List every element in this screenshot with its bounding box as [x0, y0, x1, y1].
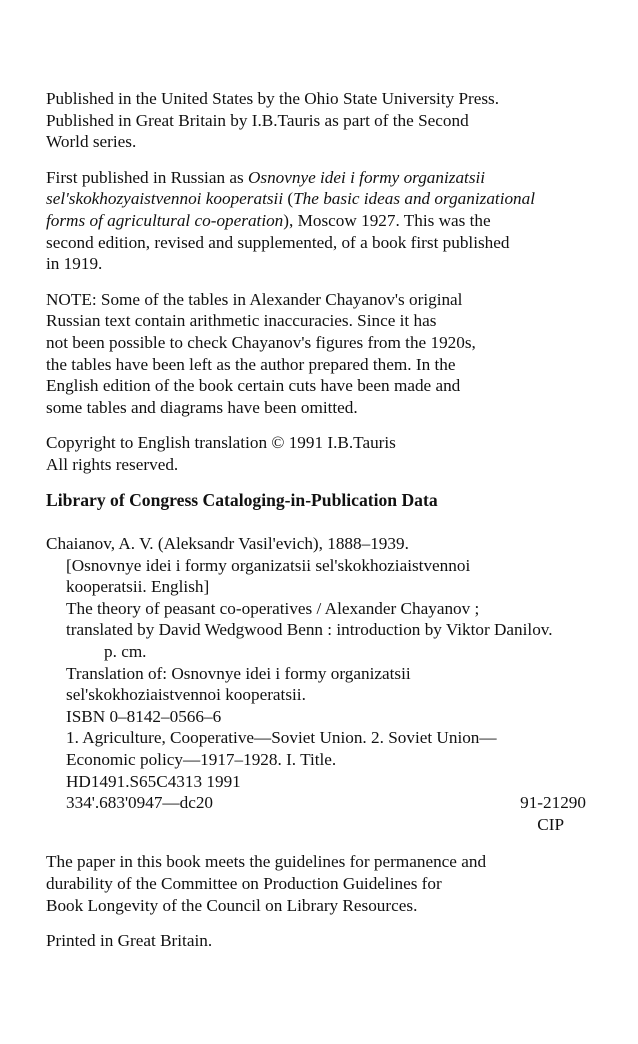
cip-physical: p. cm.	[104, 642, 147, 662]
cip-call-number: HD1491.S65C4313 1991	[66, 771, 241, 791]
text-line: durability of the Committee on Production Guidelines for	[46, 874, 442, 893]
text-span: (	[283, 189, 294, 209]
text-line: World series.	[46, 132, 137, 152]
text-line	[46, 167, 594, 189]
text-line: not been possible to check Chayanov's figures from the 1920s,	[46, 332, 476, 352]
text-line: the tables have been left as the author prepared them. In the	[46, 354, 456, 374]
text-line: in 1919.	[46, 254, 103, 274]
cip-classification-row	[46, 792, 594, 814]
text-line: Book Longevity of the Council on Library Resources.	[46, 895, 418, 915]
copyright-paragraph	[46, 432, 594, 475]
text-line: some tables and diagrams have been omitted.	[46, 397, 358, 417]
text-line: Published in the United States by the Ohio State University Press.	[46, 89, 500, 108]
text-line: second edition, revised and supplemented, of a book first published	[46, 232, 510, 252]
cip-block	[46, 533, 594, 835]
text-line: The paper in this book meets the guidelines for permanence and	[46, 852, 487, 872]
cip-dewey: 334'.683'0947—dc20	[66, 793, 214, 813]
first-published-paragraph	[46, 167, 594, 275]
text-line: Copyright to English translation © 1991 I.B.Tauris	[46, 433, 396, 453]
cip-heading: Library of Congress Cataloging-in-Publication Data	[46, 489, 438, 510]
text-line	[46, 188, 594, 210]
text-line: All rights reserved.	[46, 454, 179, 474]
cip-title: The theory of peasant co-operatives / Alexander Chayanov ;	[66, 598, 480, 618]
cip-label: CIP	[537, 814, 564, 834]
cip-uniform-title: [Osnovnye idei i formy organizatsii sel'skokhoziaistvennoi	[66, 555, 471, 575]
cip-subjects: Economic policy—1917–1928. I. Title.	[66, 750, 337, 770]
text-line: Printed in Great Britain.	[46, 931, 213, 951]
cip-author: Chaianov, A. V. (Aleksandr Vasil'evich), 1888–1939.	[46, 534, 409, 554]
cip-uniform-title: kooperatsii. English]	[66, 577, 210, 597]
cip-isbn: ISBN 0–8142–0566–6	[66, 706, 222, 726]
text-line: NOTE: Some of the tables in Alexander Chayanov's original	[46, 289, 463, 309]
publishing-paragraph	[46, 88, 594, 153]
cip-lccn: 91-21290	[520, 793, 586, 813]
printed-paragraph	[46, 930, 594, 952]
cip-translation-note: Translation of: Osnovnye idei i formy organizatsii	[66, 663, 411, 683]
cip-title: translated by David Wedgwood Benn : introduction by Viktor Danilov.	[66, 620, 553, 640]
cip-subjects: 1. Agriculture, Cooperative—Soviet Union. 2. Soviet Union—	[66, 728, 497, 748]
text-line: Published in Great Britain by I.B.Tauris as part of the Second	[46, 110, 469, 130]
text-span: First published in Russian as	[46, 167, 248, 187]
text-span: ), Moscow 1927. This was the	[283, 210, 491, 230]
english-title: forms of agricultural co-operation	[46, 210, 284, 230]
russian-title: Osnovnye idei i formy organizatsii	[247, 167, 486, 187]
text-line: English edition of the book certain cuts have been made and	[46, 376, 461, 396]
russian-title: sel'skokhozyaistvennoi kooperatsii	[46, 189, 284, 209]
english-title: The basic ideas and organizational	[293, 189, 536, 209]
cip-translation-note: sel'skokhoziaistvennoi kooperatsii.	[66, 685, 306, 705]
paper-paragraph	[46, 851, 594, 916]
note-paragraph	[46, 289, 594, 419]
text-line	[46, 210, 594, 232]
text-line: Russian text contain arithmetic inaccuracies. Since it has	[46, 311, 437, 331]
copyright-page	[46, 88, 594, 966]
